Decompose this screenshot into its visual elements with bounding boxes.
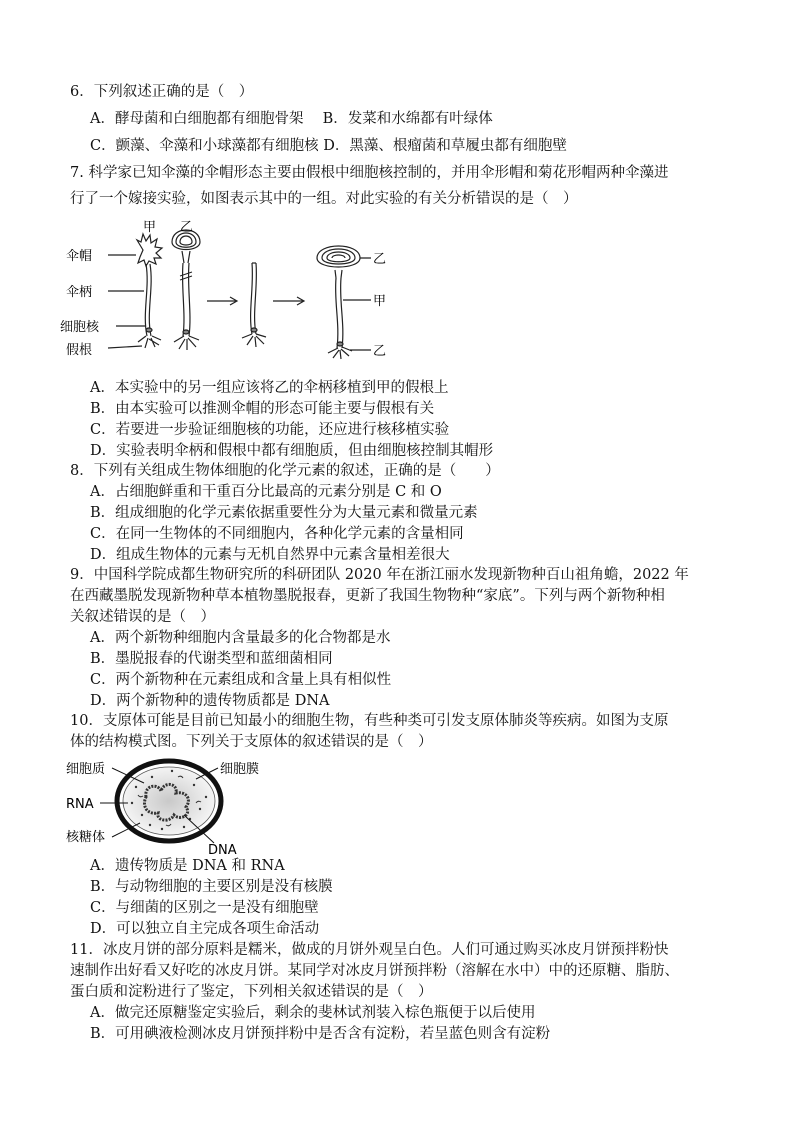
q9-stem-line-1: 9．中国科学院成都生物研究所的科研团队 2020 年在浙江丽水发现新物种百山祖角蟾，2022 年 [70, 567, 689, 583]
middle-stalk [251, 263, 257, 334]
q8-option-b: B．组成细胞的化学元素依据重要性分为大量元素和微量元素 [90, 505, 478, 521]
q11-stem-line-1: 11．冰皮月饼的部分原料是糯米，做成的月饼外观呈白色。人们可通过购买冰皮月饼预拌粉快 [70, 942, 669, 958]
label-stalk: 伞柄 [66, 285, 93, 300]
q9-option-a: A．两个新物种细胞内含量最多的化合物都是水 [90, 630, 391, 646]
q9-stem-line-3: 关叙述错误的是（ ） [70, 609, 215, 625]
q7-option-a: A．本实验中的另一组应该将乙的伞柄移植到甲的假根上 [90, 380, 449, 396]
q6-stem: 6．下列叙述正确的是（ ） [70, 84, 254, 100]
q11-option-b: B．可用碘液检测冰皮月饼预拌粉中是否含有淀粉，若呈蓝色则含有淀粉 [90, 1026, 551, 1042]
label-nucleus: 细胞核 [60, 320, 100, 335]
label-dna: DNA [208, 843, 237, 857]
label-cell-membrane: 细胞膜 [220, 762, 260, 777]
q11-stem-line-2: 速制作出好看又好吃的冰皮月饼。某同学对冰皮月饼预拌粉（溶解在水中）中的还原糖、脂肪、 [70, 963, 679, 979]
yi-rhizoid [174, 336, 199, 350]
q10-option-d: D．可以独立自主完成各项生命活动 [90, 921, 320, 937]
q7-option-d: D．实验表明伞柄和假根中都有细胞质，但由细胞核控制其帽形 [90, 443, 494, 459]
acetabularia-grafting-figure [60, 218, 400, 366]
label-cytoplasm: 细胞质 [66, 762, 106, 777]
q8-option-d: D．组成生物体的元素与无机自然界中元素含量相差很大 [90, 547, 450, 563]
arrow-2 [273, 297, 304, 305]
q11-stem-line-3: 蛋白质和淀粉进行了鉴定，下列相关叙述错误的是（ ） [70, 984, 433, 1000]
result-stalk [336, 278, 343, 348]
q9-option-d: D．两个新物种的遗传物质都是 DNA [90, 693, 330, 709]
q10-option-b: B．与动物细胞的主要区别是没有核膜 [90, 879, 333, 895]
jia-cap [137, 234, 162, 266]
label-jia-right: 甲 [373, 294, 387, 309]
label-rna: RNA [66, 797, 94, 812]
q10-option-a: A．遗传物质是 DNA 和 RNA [90, 858, 285, 874]
q10-option-c: C．与细菌的区别之一是没有细胞壁 [90, 900, 319, 916]
q8-stem: 8．下列有关组成生物体细胞的化学元素的叙述，正确的是（ ） [70, 463, 500, 479]
label-cap: 伞帽 [66, 249, 93, 264]
label-ribosome: 核糖体 [66, 830, 106, 845]
q10-stem-line-1: 10．支原体可能是目前已知最小的细胞生物，有些种类可引发支原体肺炎等疾病。如图为支原 [70, 713, 669, 729]
mycoplasma-structure-figure [66, 757, 282, 857]
q8-option-c: C．在同一生物体的不同细胞内，各种化学元素的含量相同 [90, 526, 464, 542]
q8-option-a: A．占细胞鲜重和干重百分比最高的元素分别是 C 和 O [90, 484, 442, 500]
q7-option-b: B．由本实验可以推测伞帽的形态可能主要与假根有关 [90, 401, 435, 417]
q6-options-ab: A．酵母菌和白细胞都有细胞骨架 B．发菜和水绵都有叶绿体 [90, 111, 493, 127]
label-rhizoid: 假根 [66, 343, 93, 358]
arrow-1 [207, 297, 237, 305]
q9-option-b: B．墨脱报春的代谢类型和蓝细菌相同 [90, 651, 333, 667]
q7-option-c: C．若要进一步验证细胞核的功能，还应进行核移植实验 [90, 422, 450, 438]
middle-rhizoid [242, 334, 266, 347]
q9-stem-line-2: 在西藏墨脱发现新物种草本植物墨脱报春，更新了我国生物物种“家底”。下列与两个新物种相 [70, 588, 665, 604]
jia-stalk [145, 264, 147, 336]
label-yi-top: 乙 [180, 220, 194, 235]
q7-stem-line-1: 7. 科学家已知伞藻的伞帽形态主要由假根中细胞核控制的，并用伞形帽和菊花形帽两种伞藻进 [70, 165, 669, 181]
q7-stem-line-2: 行了一个嫁接实验，如图表示其中的一组。对此实验的有关分析错误的是（ ） [70, 191, 578, 207]
label-yi-right-top: 乙 [373, 252, 387, 267]
label-yi-right-bottom: 乙 [373, 344, 387, 359]
q9-option-c: C．两个新物种在元素组成和含量上具有相似性 [90, 672, 392, 688]
result-rhizoid [328, 347, 352, 359]
q6-options-cd: C．颤藻、伞藻和小球藻都有细胞核 D．黑藻、根瘤菌和草履虫都有细胞壁 [90, 138, 567, 154]
yi-stalk [183, 263, 184, 336]
label-jia-top: 甲 [143, 220, 157, 235]
q11-option-a: A．做完还原糖鉴定实验后，剩余的斐林试剂装入棕色瓶便于以后使用 [90, 1005, 536, 1021]
q10-stem-line-2: 体的结构模式图。下列关于支原体的叙述错误的是（ ） [70, 734, 433, 750]
